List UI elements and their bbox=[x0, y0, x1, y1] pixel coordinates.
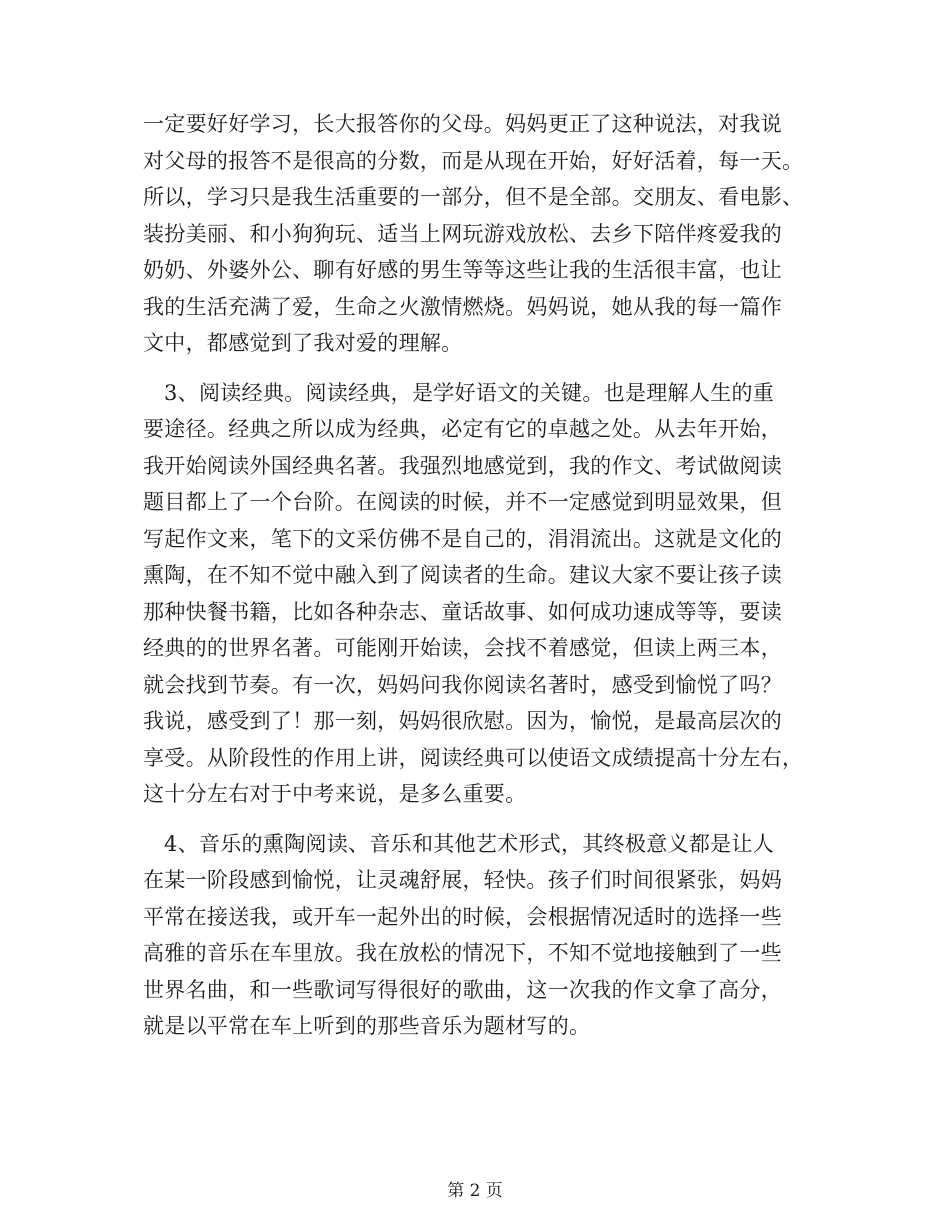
text-line: 那种快餐书籍，比如各种杂志、童话故事、如何成功速成等等，要读 bbox=[143, 599, 782, 624]
text-line: 我开始阅读外国经典名著。我强烈地感觉到，我的作文、考试做阅读 bbox=[143, 453, 782, 478]
text-line: 3、阅读经典。阅读经典，是学好语文的关键。也是理解人生的重 bbox=[164, 380, 775, 405]
text-line: 熏陶，在不知不觉中融入到了阅读者的生命。建议大家不要让孩子读 bbox=[143, 563, 782, 587]
paragraph-spacer bbox=[143, 813, 823, 826]
text-line: 平常在接送我，或开车一起外出的时候，会根据情况适时的选择一些 bbox=[143, 904, 782, 929]
page-number: 第 2 页 bbox=[447, 1181, 503, 1201]
text-line: 对父母的报答不是很高的分数，而是从现在开始，好好活着，每一天。 bbox=[143, 148, 804, 173]
text-line: 在某一阶段感到愉悦，让灵魂舒展，轻快。孩子们时间很紧张，妈妈 bbox=[143, 868, 782, 892]
text-line: 经典的的世界名著。可能刚开始读，会找不着感觉，但读上两三本， bbox=[143, 636, 782, 660]
document-body bbox=[143, 106, 823, 1045]
text-line: 就会找到节奏。有一次，妈妈问我你阅读名著时，感受到愉悦了吗？ bbox=[143, 672, 782, 697]
text-line: 要途径。经典之所以成为经典，必定有它的卓越之处。从去年开始， bbox=[143, 417, 782, 441]
text-line: 文中，都感觉到了我对爱的理解。 bbox=[143, 331, 463, 355]
text-line: 享受。从阶段性的作用上讲，阅读经典可以使语文成绩提高十分左右， bbox=[143, 745, 804, 770]
text-line: 我说，感受到了！那一刻，妈妈很欣慰。因为，愉悦，是最高层次的 bbox=[143, 709, 782, 733]
text-line: 世界名曲，和一些歌词写得很好的歌曲，这一次我的作文拿了高分， bbox=[143, 977, 782, 1002]
text-line: 4、音乐的熏陶阅读、音乐和其他艺术形式，其终极意义都是让人 bbox=[164, 831, 775, 856]
paragraph-spacer bbox=[143, 362, 823, 375]
paragraph-2 bbox=[143, 375, 823, 813]
text-line: 就是以平常在车上听到的那些音乐为题材写的。 bbox=[143, 1014, 591, 1038]
text-line: 所以，学习只是我生活重要的一部分，但不是全部。交朋友、看电影、 bbox=[143, 185, 804, 209]
text-line: 装扮美丽、和小狗狗玩、适当上网玩游戏放松、去乡下陪伴疼爱我的 bbox=[143, 221, 782, 246]
text-line: 写起作文来，笔下的文采仿佛不是自己的，涓涓流出。这就是文化的 bbox=[143, 526, 782, 551]
text-line: 我的生活充满了爱，生命之火激情燃烧。妈妈说，她从我的每一篇作 bbox=[143, 294, 782, 319]
paragraph-3 bbox=[143, 826, 823, 1045]
text-line: 这十分左右对于中考来说，是多么重要。 bbox=[143, 782, 527, 806]
text-line: 奶奶、外婆外公、聊有好感的男生等等这些让我的生活很丰富，也让 bbox=[143, 258, 782, 282]
text-line: 高雅的音乐在车里放。我在放松的情况下，不知不觉地接触到了一些 bbox=[143, 941, 782, 965]
text-line: 题目都上了一个台阶。在阅读的时候，并不一定感觉到明显效果，但 bbox=[143, 490, 782, 514]
text-line: 一定要好好学习，长大报答你的父母。妈妈更正了这种说法，对我说 bbox=[143, 112, 782, 136]
paragraph-1 bbox=[143, 106, 823, 362]
